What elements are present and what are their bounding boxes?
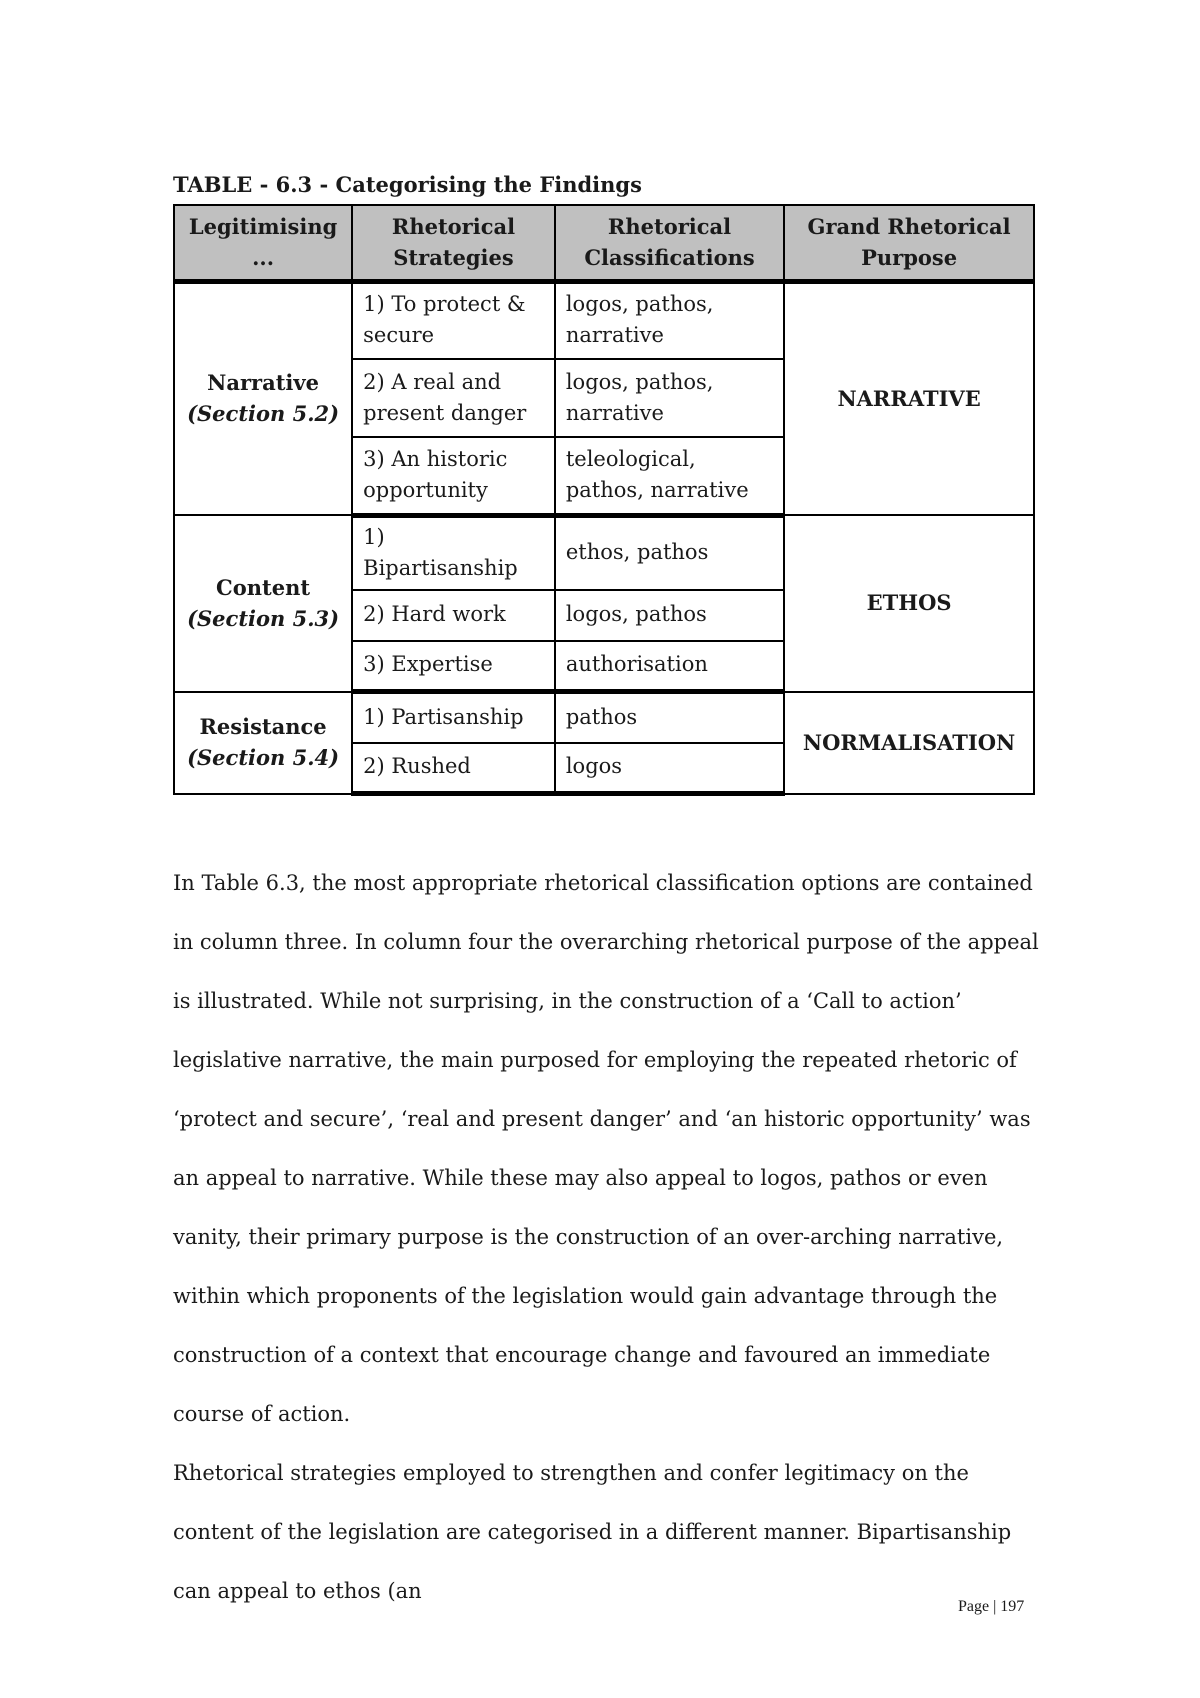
classification-cell: authorisation [555, 641, 784, 692]
strategy-cell: 2) Rushed [352, 743, 555, 794]
body-paragraph: Rhetorical strategies employed to strengthen and confer legitimacy on the content of the legislation are categorised in a different manner. Bipartisanship can appeal to ethos (an [173, 1461, 1012, 1603]
strategy-cell: 1) Bipartisanship [352, 515, 555, 590]
group-section: (Section 5.2) [187, 401, 340, 427]
classification-cell: logos, pathos [555, 590, 784, 641]
group-name: Resistance [199, 714, 327, 739]
strategy-cell: 3) Expertise [352, 641, 555, 692]
header-classifications: Rhetorical Classifications [555, 205, 784, 281]
group-section: (Section 5.4) [187, 745, 340, 770]
purpose-cell-narrative: NARRATIVE [784, 281, 1034, 515]
strategy-cell: 2) A real and present danger [352, 359, 555, 437]
classification-cell: ethos, pathos [555, 515, 784, 590]
strategy-cell: 1) To protect & secure [352, 281, 555, 359]
classification-cell: logos, pathos, narrative [555, 359, 784, 437]
classification-cell: logos, pathos, narrative [555, 281, 784, 359]
table-row [174, 515, 1034, 590]
classification-cell: pathos [555, 692, 784, 743]
group-cell-content [174, 515, 352, 692]
page-number: Page | 197 [958, 1598, 1025, 1615]
group-name: Content [216, 574, 311, 600]
strategy-cell: 1) Partisanship [352, 692, 555, 743]
strategy-cell: 3) An historic opportunity [352, 437, 555, 515]
group-section: (Section 5.3) [187, 605, 340, 631]
purpose-cell-ethos: ETHOS [784, 515, 1034, 692]
purpose-cell-normalisation: NORMALISATION [784, 692, 1034, 794]
classification-cell: logos [555, 743, 784, 794]
header-purpose: Grand Rhetorical Purpose [784, 205, 1034, 281]
body-paragraph: In Table 6.3, the most appropriate rhetorical classification options are contained in column three. In column four the overarching rhetorical purpose of the appeal is illustrated. While not surprising, in the construction of a ‘Call to action’ legislative narrative, the main purposed for employing the repeated rhetoric of ‘protect and secure’, ‘real and present danger’ and ‘an historic opportunity’ was an appeal to narrative. While these may also appeal to logos, pathos or even vanity, their primary purpose is the construction of an over-arching narrative, within which proponents of the legislation would gain advantage through the construction of a context that encourage change and favoured an immediate course of action. [173, 871, 1039, 1426]
group-name: Narrative [207, 370, 319, 396]
header-strategies: Rhetorical Strategies [352, 205, 555, 281]
table-header-row [174, 205, 1034, 281]
header-legitimising: Legitimising ... [174, 205, 352, 281]
table-caption: TABLE - 6.3 - Categorising the Findings [173, 172, 642, 197]
table-row [174, 281, 1034, 359]
group-cell-resistance [174, 692, 352, 794]
group-cell-narrative [174, 281, 352, 515]
classification-cell: teleological, pathos, narrative [555, 437, 784, 515]
table-row [174, 692, 1034, 743]
findings-table [173, 204, 1035, 796]
strategy-cell: 2) Hard work [352, 590, 555, 641]
